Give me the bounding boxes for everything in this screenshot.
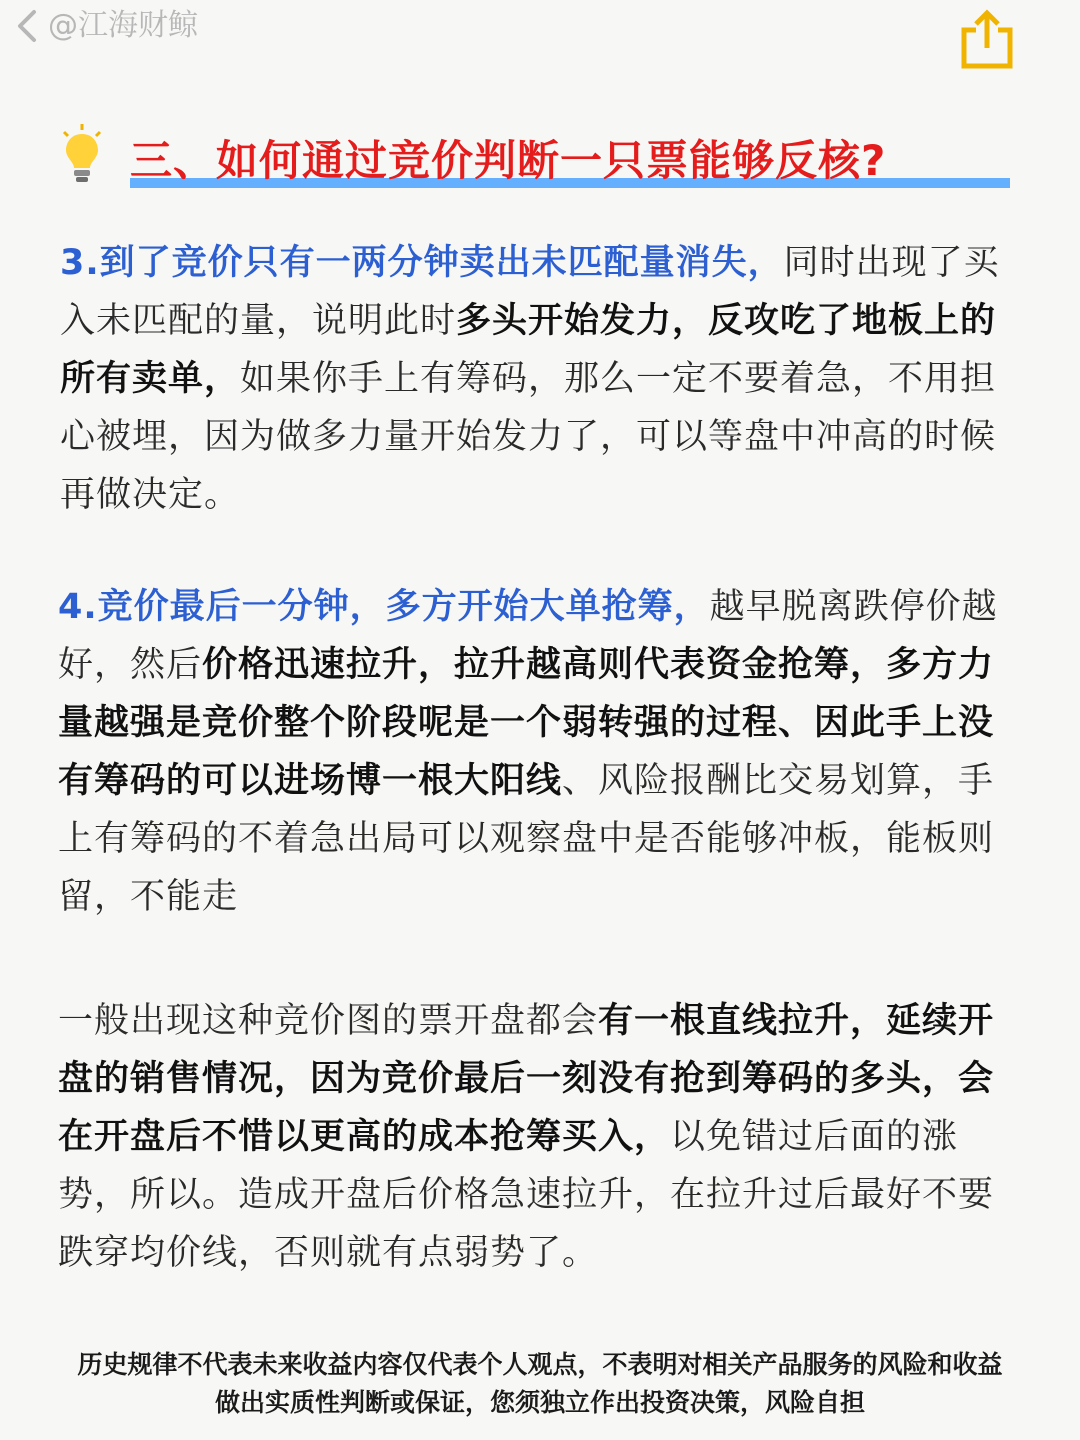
paragraph-4-text-1: 越早脱离跌停价越好，然后 (58, 587, 998, 685)
author-name[interactable]: @江海财鲸 (48, 8, 198, 43)
disclaimer-line-2: 做出实质性判断或保证，您须独立作出投资决策，风险自担 (214, 1388, 865, 1417)
section-title (58, 120, 1018, 200)
paragraph-4 (58, 578, 1020, 926)
paragraph-5-text-1: 一般出现这种竞价图的票开盘都会 (58, 1001, 599, 1041)
disclaimer (20, 1346, 1060, 1422)
paragraph-3 (60, 234, 1022, 524)
page-title: 三、如何通过竞价判断一只票能够反核? (130, 136, 887, 185)
lightbulb-icon (58, 122, 106, 186)
paragraph-3-text-2: 如果你手上有筹码，那么一定不要着急，不用担心被埋，因为做多力量开始发力了，可以等盘中冲高的时候再做决定。 (60, 359, 997, 515)
paragraph-5-text-2: 以免错过后面的涨势，所以。造成开盘后价格急速拉升，在拉升过后最好不要跌穿均价线，否则就有点弱势了。 (58, 1117, 995, 1273)
top-bar (0, 0, 1080, 70)
chevron-left-icon (12, 4, 42, 48)
paragraph-3-text-1: 同时出现了买入未匹配的量，说明此时 (60, 243, 1000, 341)
paragraph-5 (58, 992, 1020, 1282)
paragraph-4-lead: 4.竞价最后一分钟，多方开始大单抢筹， (58, 587, 710, 627)
paragraph-5-bold-1: 有一根直线拉升，延续开盘的销售情况，因为竞价最后一刻没有抢到筹码的多头，会在开盘后不惜以更高的成本抢筹买入， (58, 1001, 995, 1157)
disclaimer-line-1: 历史规律不代表未来收益内容仅代表个人观点，不表明对相关产品服务的风险和收益 (77, 1350, 1003, 1379)
paragraph-4-bold-1: 价格迅速拉升，拉升越高则代表资金抢筹，多方力量越强是竞价整个阶段呢是一个弱转强的过程、因此手上没有筹码的可以进场博一根大阳线 (58, 645, 995, 801)
paragraph-3-lead: 3.到了竞价只有一两分钟卖出未匹配量消失， (60, 243, 784, 283)
paragraph-4-text-2: 、风险报酬比交易划算，手上有筹码的不着急出局可以观察盘中是否能够冲板，能板则留，不能走 (58, 761, 995, 917)
share-icon[interactable] (958, 8, 1016, 72)
back-button[interactable] (12, 4, 198, 48)
paragraph-3-bold-1: 多头开始发力，反攻吃了地板上的所有卖单， (60, 301, 997, 399)
